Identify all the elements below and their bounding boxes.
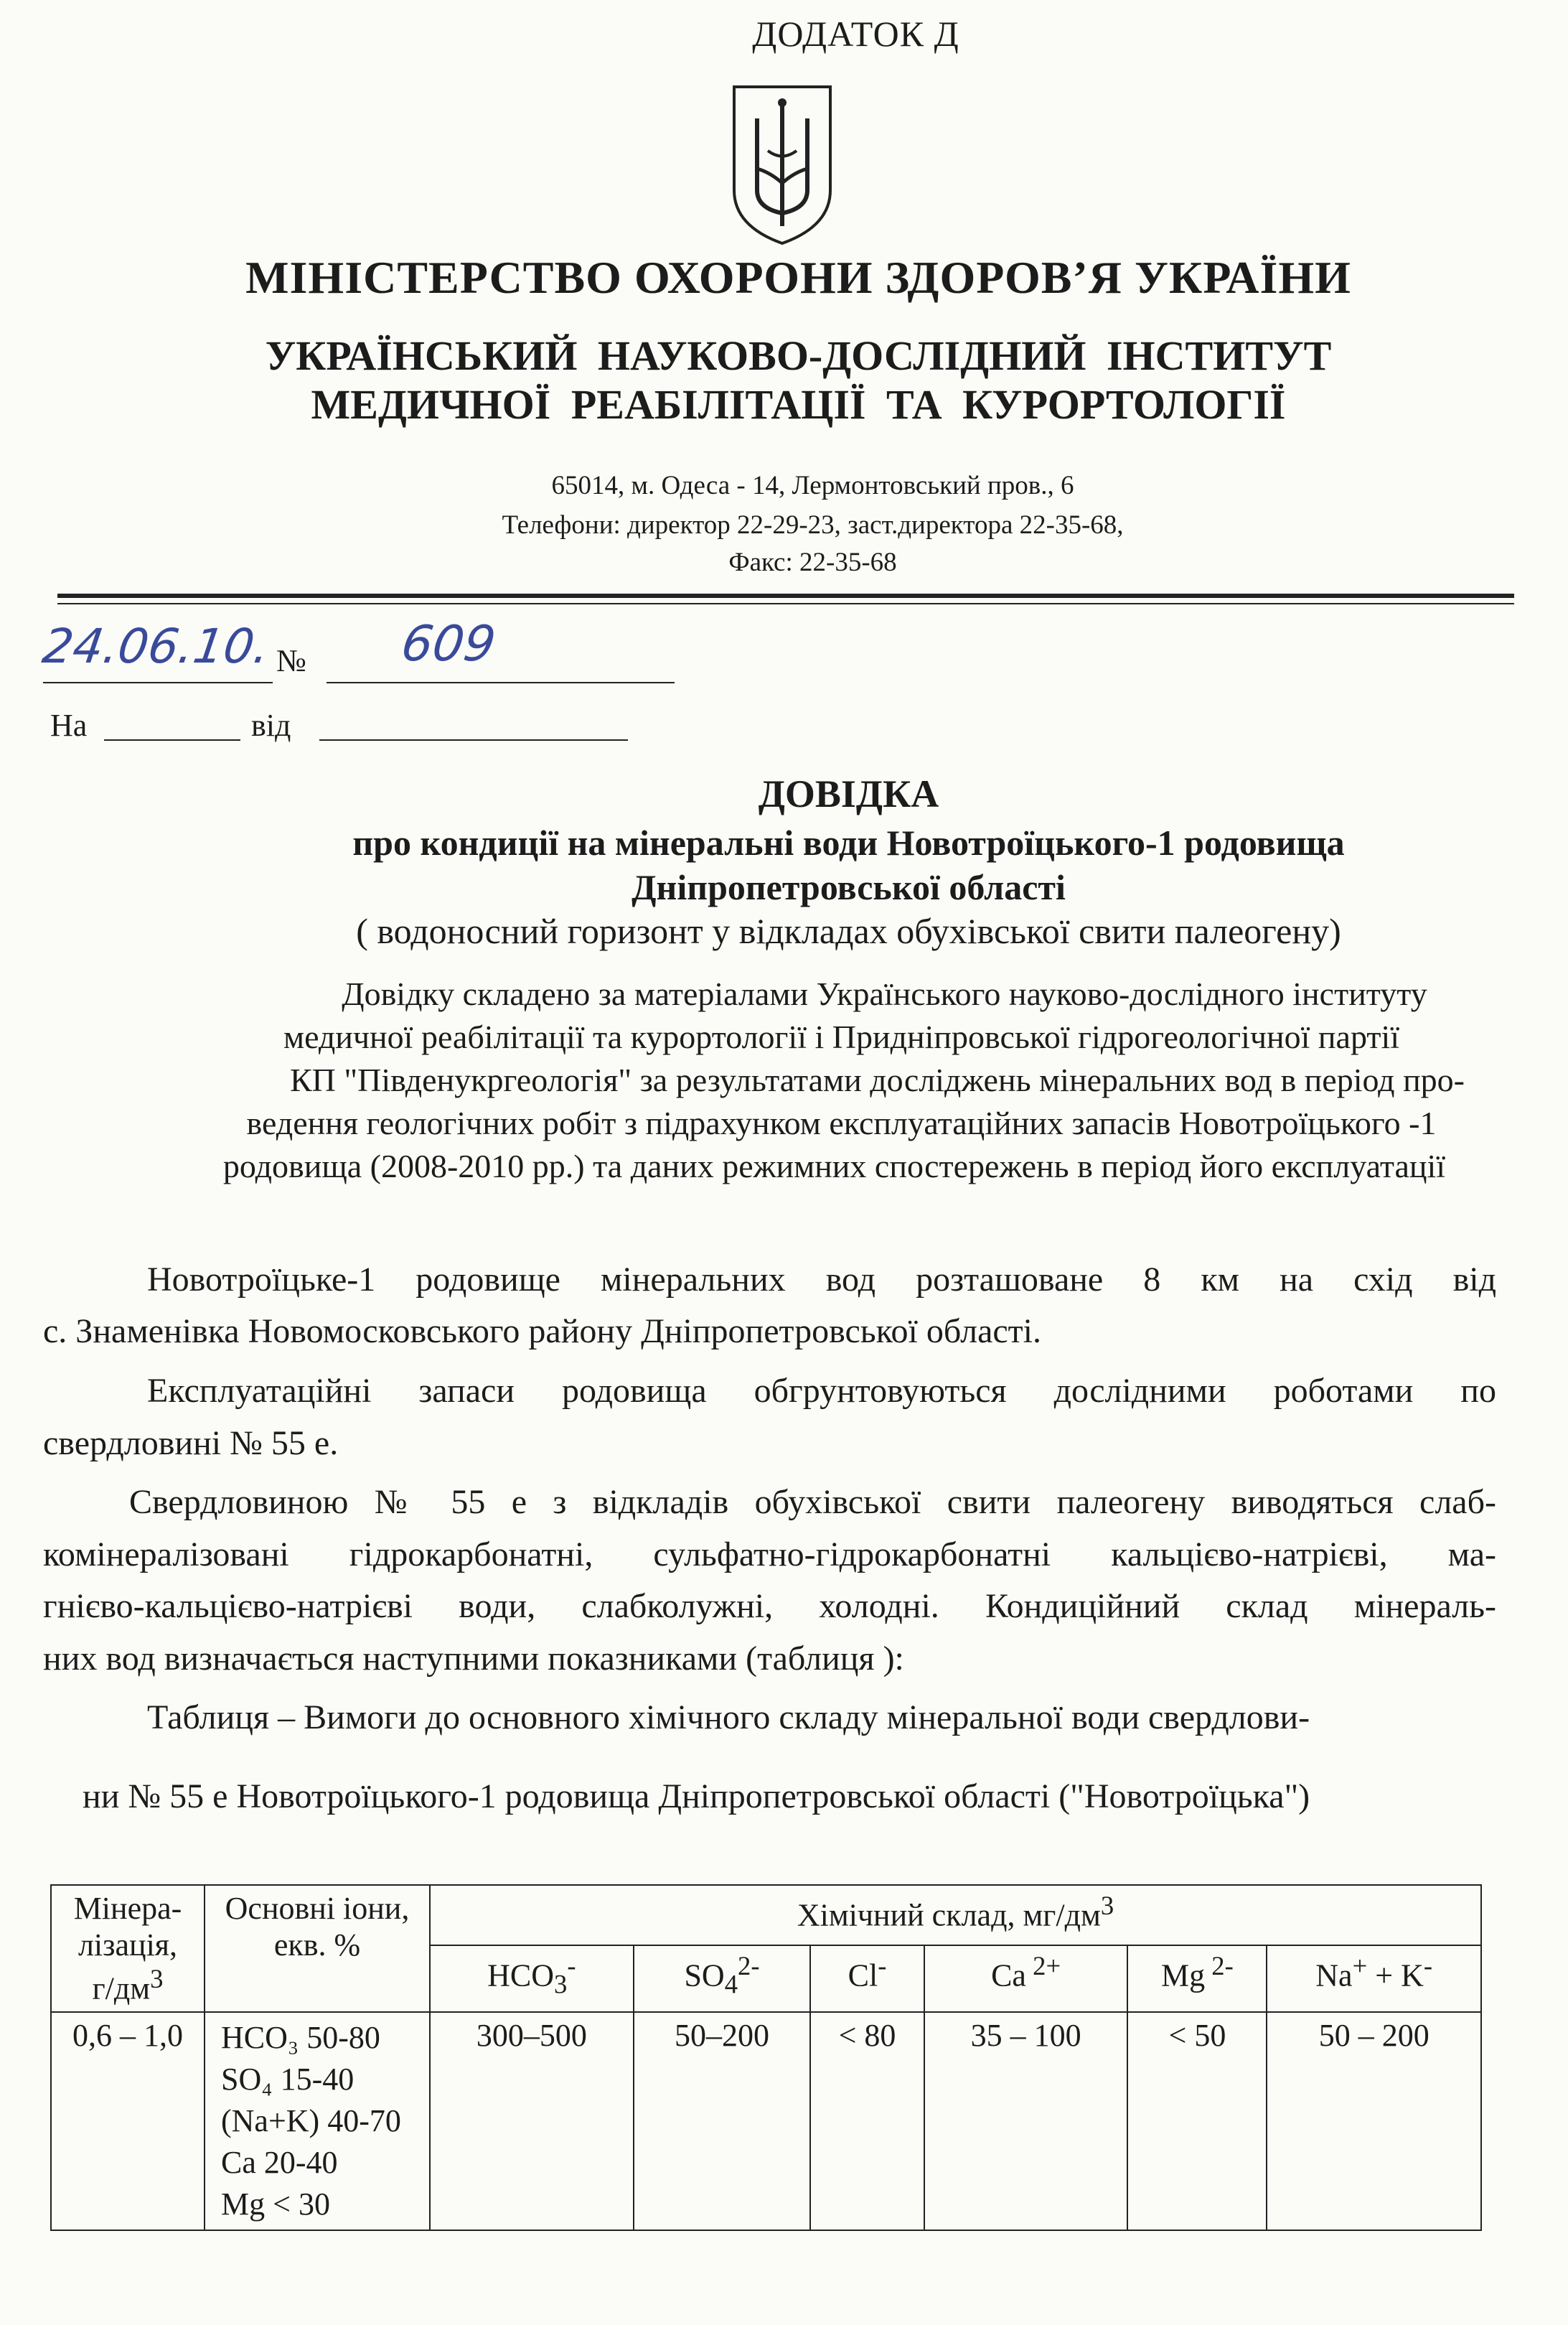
ministry-name: МІНІСТЕРСТВО ОХОРОНИ ЗДОРОВ’Я УКРАЇНИ [245, 252, 1351, 303]
header-na-k: Na+ + K- [1267, 1945, 1481, 2012]
header-divider-thin [57, 603, 1514, 604]
paragraph-composition-line3: гнієво-кальцієво-натрієві води, слабколужні, холодні. Кондиційний склад мінераль- [43, 1587, 1496, 1625]
vid-label: від [251, 708, 291, 743]
address-line: 65014, м. Одеса - 14, Лермонтовський пров., 6 [551, 471, 1074, 500]
intro-line: КП "Південукргеологія" за результатами досліджень мінеральних вод в період про- [289, 1062, 1465, 1098]
intro-line: родовища (2008-2010 рр.) та даних режимних спостережень в період його експлуатації [222, 1148, 1446, 1184]
paragraph-location-line1: Новотроїцьке-1 родовище мінеральних вод розташоване 8 км на схід від [147, 1260, 1496, 1299]
header-hco3: $HCO_3^-$ [430, 1945, 634, 2012]
appendix-label: ДОДАТОК Д [752, 14, 959, 54]
handwritten-date: 24.06.10. [39, 619, 273, 674]
header-divider-thick [57, 594, 1514, 598]
coat-of-arms-icon [728, 83, 836, 248]
certificate-subtitle-1: про кондиції на мінеральні води Новотроїцького-1 родовища [352, 823, 1345, 863]
number-label: № [276, 643, 306, 678]
header-so4: $SO_4^{2-}$ [634, 1945, 811, 2012]
paragraph-composition-line1: Свердловиною № 55 е з відкладів обухівської свити палеогену виводяться слаб- [129, 1483, 1496, 1521]
header-main-ions: Основні іони, екв. % [205, 1885, 430, 2012]
number-underline [327, 682, 675, 683]
paragraph-reserves-line2: свердловині № 55 е. [43, 1424, 339, 1462]
cell-cl: < 80 [810, 2012, 924, 2230]
header-ca: Ca $^{2+}$ [924, 1945, 1128, 2012]
certificate-subtitle-2: Дніпропетровської області [632, 867, 1066, 907]
paragraph-reserves-line1: Експлуатаційні запаси родовища обгрунтовуються дослідними роботами по [147, 1372, 1496, 1410]
date-underline [43, 682, 273, 683]
cell-so4: 50–200 [634, 2012, 811, 2230]
cell-ca: 35 – 100 [924, 2012, 1128, 2230]
intro-line: ведення геологічних робіт з підрахунком експлуатаційних запасів Новотроїцького -1 [246, 1105, 1437, 1141]
handwritten-number: 609 [398, 616, 499, 673]
vid-underline [319, 739, 628, 741]
header-chemical-composition: Хімічний склад, $мг/дм^3$ [430, 1885, 1481, 1945]
header-cl: Cl- [810, 1945, 924, 2012]
paragraph-location-line2: с. Знаменівка Новомосковського району Дніпропетровської області. [43, 1312, 1041, 1350]
cell-hco3: 300–500 [430, 2012, 634, 2230]
header-mineralization: Мінера- лізація, $г/дм^3$ [51, 1885, 205, 2012]
phones-line: Телефони: директор 22-29-23, заст.директора 22-35-68, [502, 510, 1124, 540]
institute-name-line1: УКРАЇНСЬКИЙ НАУКОВО-ДОСЛІДНИЙ ІНСТИТУТ [265, 332, 1332, 379]
header-mg: Mg $^{2-}$ [1127, 1945, 1267, 2012]
table-caption-line1: Таблиця – Вимоги до основного хімічного складу мінеральної води свердлови- [147, 1698, 1310, 1736]
cell-main-ions: HCO₃ 50-80 SO₄ 15-40 (Na+K) 40-70 Ca 20-40 Mg < 30 [205, 2012, 430, 2230]
cell-mineralization: 0,6 – 1,0 [51, 2012, 205, 2230]
na-label: На [50, 708, 88, 743]
intro-line: медичної реабілітації та курортології і Придніпровської гідрогеологічної партії [283, 1019, 1399, 1055]
intro-line: Довідку складено за матеріалами Українського науково-дослідного інституту [342, 976, 1427, 1012]
certificate-subtitle-3: ( водоносний горизонт у відкладах обухівської свити палеогену) [356, 911, 1341, 951]
table-caption-line2: ни № 55 е Новотроїцького-1 родовища Дніпропетровської області ("Новотроїцька") [83, 1777, 1310, 1815]
na-underline [104, 739, 240, 741]
paragraph-composition-line2: комінералізовані гідрокарбонатні, сульфатно-гідрокарбонатні кальцієво-натрієві, ма- [43, 1535, 1496, 1573]
chemical-composition-table [50, 1884, 1482, 2231]
institute-name-line2: МЕДИЧНОЇ РЕАБІЛІТАЦІЇ ТА КУРОРТОЛОГІЇ [311, 381, 1286, 428]
fax-line: Факс: 22-35-68 [728, 548, 897, 577]
table-row [51, 2012, 1481, 2230]
cell-mg: < 50 [1127, 2012, 1267, 2230]
cell-na-k: 50 – 200 [1267, 2012, 1481, 2230]
paragraph-composition-line4: них вод визначається наступними показниками (таблиця ): [43, 1639, 904, 1678]
certificate-title: ДОВІДКА [758, 772, 939, 815]
table-header-row [51, 1885, 1481, 1945]
